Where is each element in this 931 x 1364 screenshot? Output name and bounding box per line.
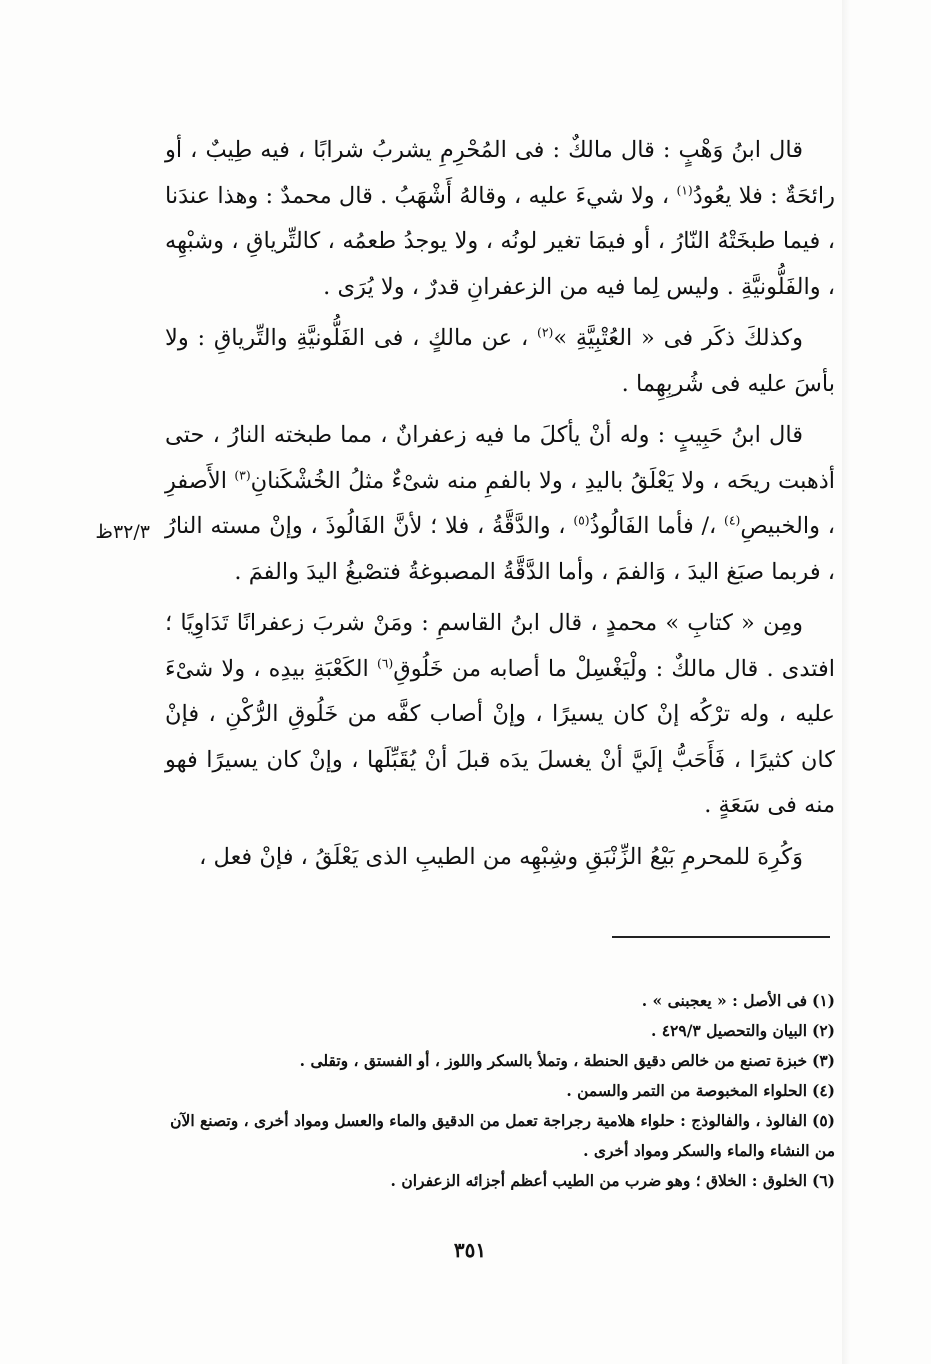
body-paragraph [165, 316, 835, 407]
body-text-run: وَكُرِهَ للمحرمِ بَيْعُ الزِّنْبَقِ وشِبْهِه من الطيبِ الذى يَعْلَقُ ، فإنْ فعل ، [199, 843, 803, 870]
footnote-number: (٢) [811, 1021, 835, 1040]
footnote-item [165, 1106, 835, 1166]
footnote-item [165, 986, 835, 1016]
body-paragraph [165, 128, 835, 310]
body-text-run: الأَصفرِ ، والخبيصِ [165, 467, 835, 539]
body-text-run: وكذلكَ ذكَر فى « العُتْبِيَّةِ » [553, 325, 804, 351]
body-text-run: ،/ فأما الفَالُوذُ [589, 513, 725, 539]
footnote-ref[interactable]: (٦) [376, 656, 394, 670]
footnote-ref[interactable]: (١) [676, 183, 693, 197]
body-text-run: قال ابنُ وَهْبٍ : قال مالكٌ : فى المُحْرِمِ يشربُ شرابًا ، فيه طِيبٌ ، أو رائحَةٌ : فلا يعُودُ [165, 137, 835, 209]
body-paragraph [165, 835, 835, 881]
footnote-separator [612, 936, 830, 938]
footnote-text: البيان والتحصيل ٤٢٩/٣ . [650, 1021, 808, 1040]
footnote-number: (٦) [811, 1171, 835, 1190]
body-text-run: ومِن « كتابِ » محمدٍ ، قال ابنُ القاسمِ : ومَنْ شربَ زعفرانًا تَدَاوِيًا ؛ افتدى . قال مالكٌ : ولْيَغْسِلْ ما أصابه من خَلُوقِ [165, 610, 836, 682]
body-text-run: ، والدَّقَّةُ ، فلا ؛ لأنَّ الفَالُوذَ ، وإنْ مسته النارُ ، فربما صبَغ اليدَ ، وَالفمَ ، وأما الدَّقَّةُ المصبوغةُ فتصْبغُ اليدَ والفمَ . [165, 513, 835, 585]
footnote-text: الخلوق : الخلاق ؛ وهو ضرب من الطيب أعظم أجزائه الزعفران . [390, 1171, 808, 1190]
body-text-run: ، عن مالكٍ ، فى الفَلُّونيَّةِ والتِّرياقِ : ولا بأسَ عليه فى شُربِهِما . [165, 325, 835, 397]
footnote-ref[interactable]: (٤) [724, 513, 741, 528]
footnote-item [165, 1016, 835, 1046]
footnote-ref[interactable]: (٥) [573, 513, 590, 528]
footnote-number: (١) [811, 991, 835, 1010]
footnote-number: (٥) [811, 1111, 835, 1130]
footnote-item [165, 1046, 835, 1076]
footnote-item [165, 1076, 835, 1106]
footnote-number: (٤) [811, 1081, 835, 1100]
footnotes [165, 986, 835, 1196]
body-text-run: قال ابنُ حَبِيبٍ : وله أنْ يأكلَ ما فيه زعفرانٌ ، مما طبخته النارُ ، حتى أذهبت ريحَه ، ولا يَعْلَقُ باليدِ ، ولا بالفمِ منه شىْءٌ مثلُ الخُشْكَنانِ [165, 422, 835, 494]
page-number: ٣٥١ [453, 1238, 487, 1262]
main-text [165, 128, 835, 880]
footnote-ref[interactable]: (٢) [537, 325, 554, 340]
footnote-text: فى الأصل : « يعجبنى » . [641, 991, 808, 1010]
body-text-run: ، ولا شيءَ عليه ، وقالهُ أَشْهَبُ . قال محمدٌ : وهذا عندَنا ، فيما طبخَتْهُ النّارُ ، أو فيمَا تغير لونُه ، ولا يوجدُ طعمُه ، كالتِّرياقِ ، وشبْهِه ، والفَلُّونيَّةِ . وليس لِما فيه من الزعفرانِ قدرٌ ، ولا يُرَى . [165, 182, 835, 300]
footnote-text: الفالوذ ، والفالوذج : حلواء هلامية رجراجة تعمل من الدقيق والماء والعسل ومواد أخرى ، وتصنع الآن من النشاء والماء والسكر ومواد أخرى . [170, 1111, 835, 1160]
footnote-ref[interactable]: (٣) [234, 468, 251, 482]
body-paragraph [165, 413, 835, 595]
margin-folio-note: ٣٢/٣ظ [95, 521, 150, 543]
footnote-number: (٣) [811, 1051, 835, 1070]
body-paragraph [165, 601, 835, 829]
footnote-text: خبزة تصنع من خالص دقيق الحنطة ، وتملأ بالسكر واللوز ، أو الفستق ، وتقلى . [299, 1051, 808, 1070]
footnote-text: الحلواء المخبوصة من التمر والسمن . [566, 1081, 808, 1100]
footnote-item [165, 1166, 835, 1196]
body-text-run: الكَعْبَةِ بيدِه ، ولا شىْءَ عليه ، وله ترْكُه إنْ كان يسيرًا ، وإنْ أصاب كفَّه من خَلُوقِ الرُّكْنِ ، فإنْ كان كثيرًا ، فَأَحَبُّ إلَيَّ أنْ يغسلَ يدَه قبلَ أنْ يُقَبِّلَها ، وإنْ كان يسيرًا فهو منه فى سَعَةٍ . [165, 655, 835, 818]
scan-edge-shadow [842, 0, 850, 1364]
